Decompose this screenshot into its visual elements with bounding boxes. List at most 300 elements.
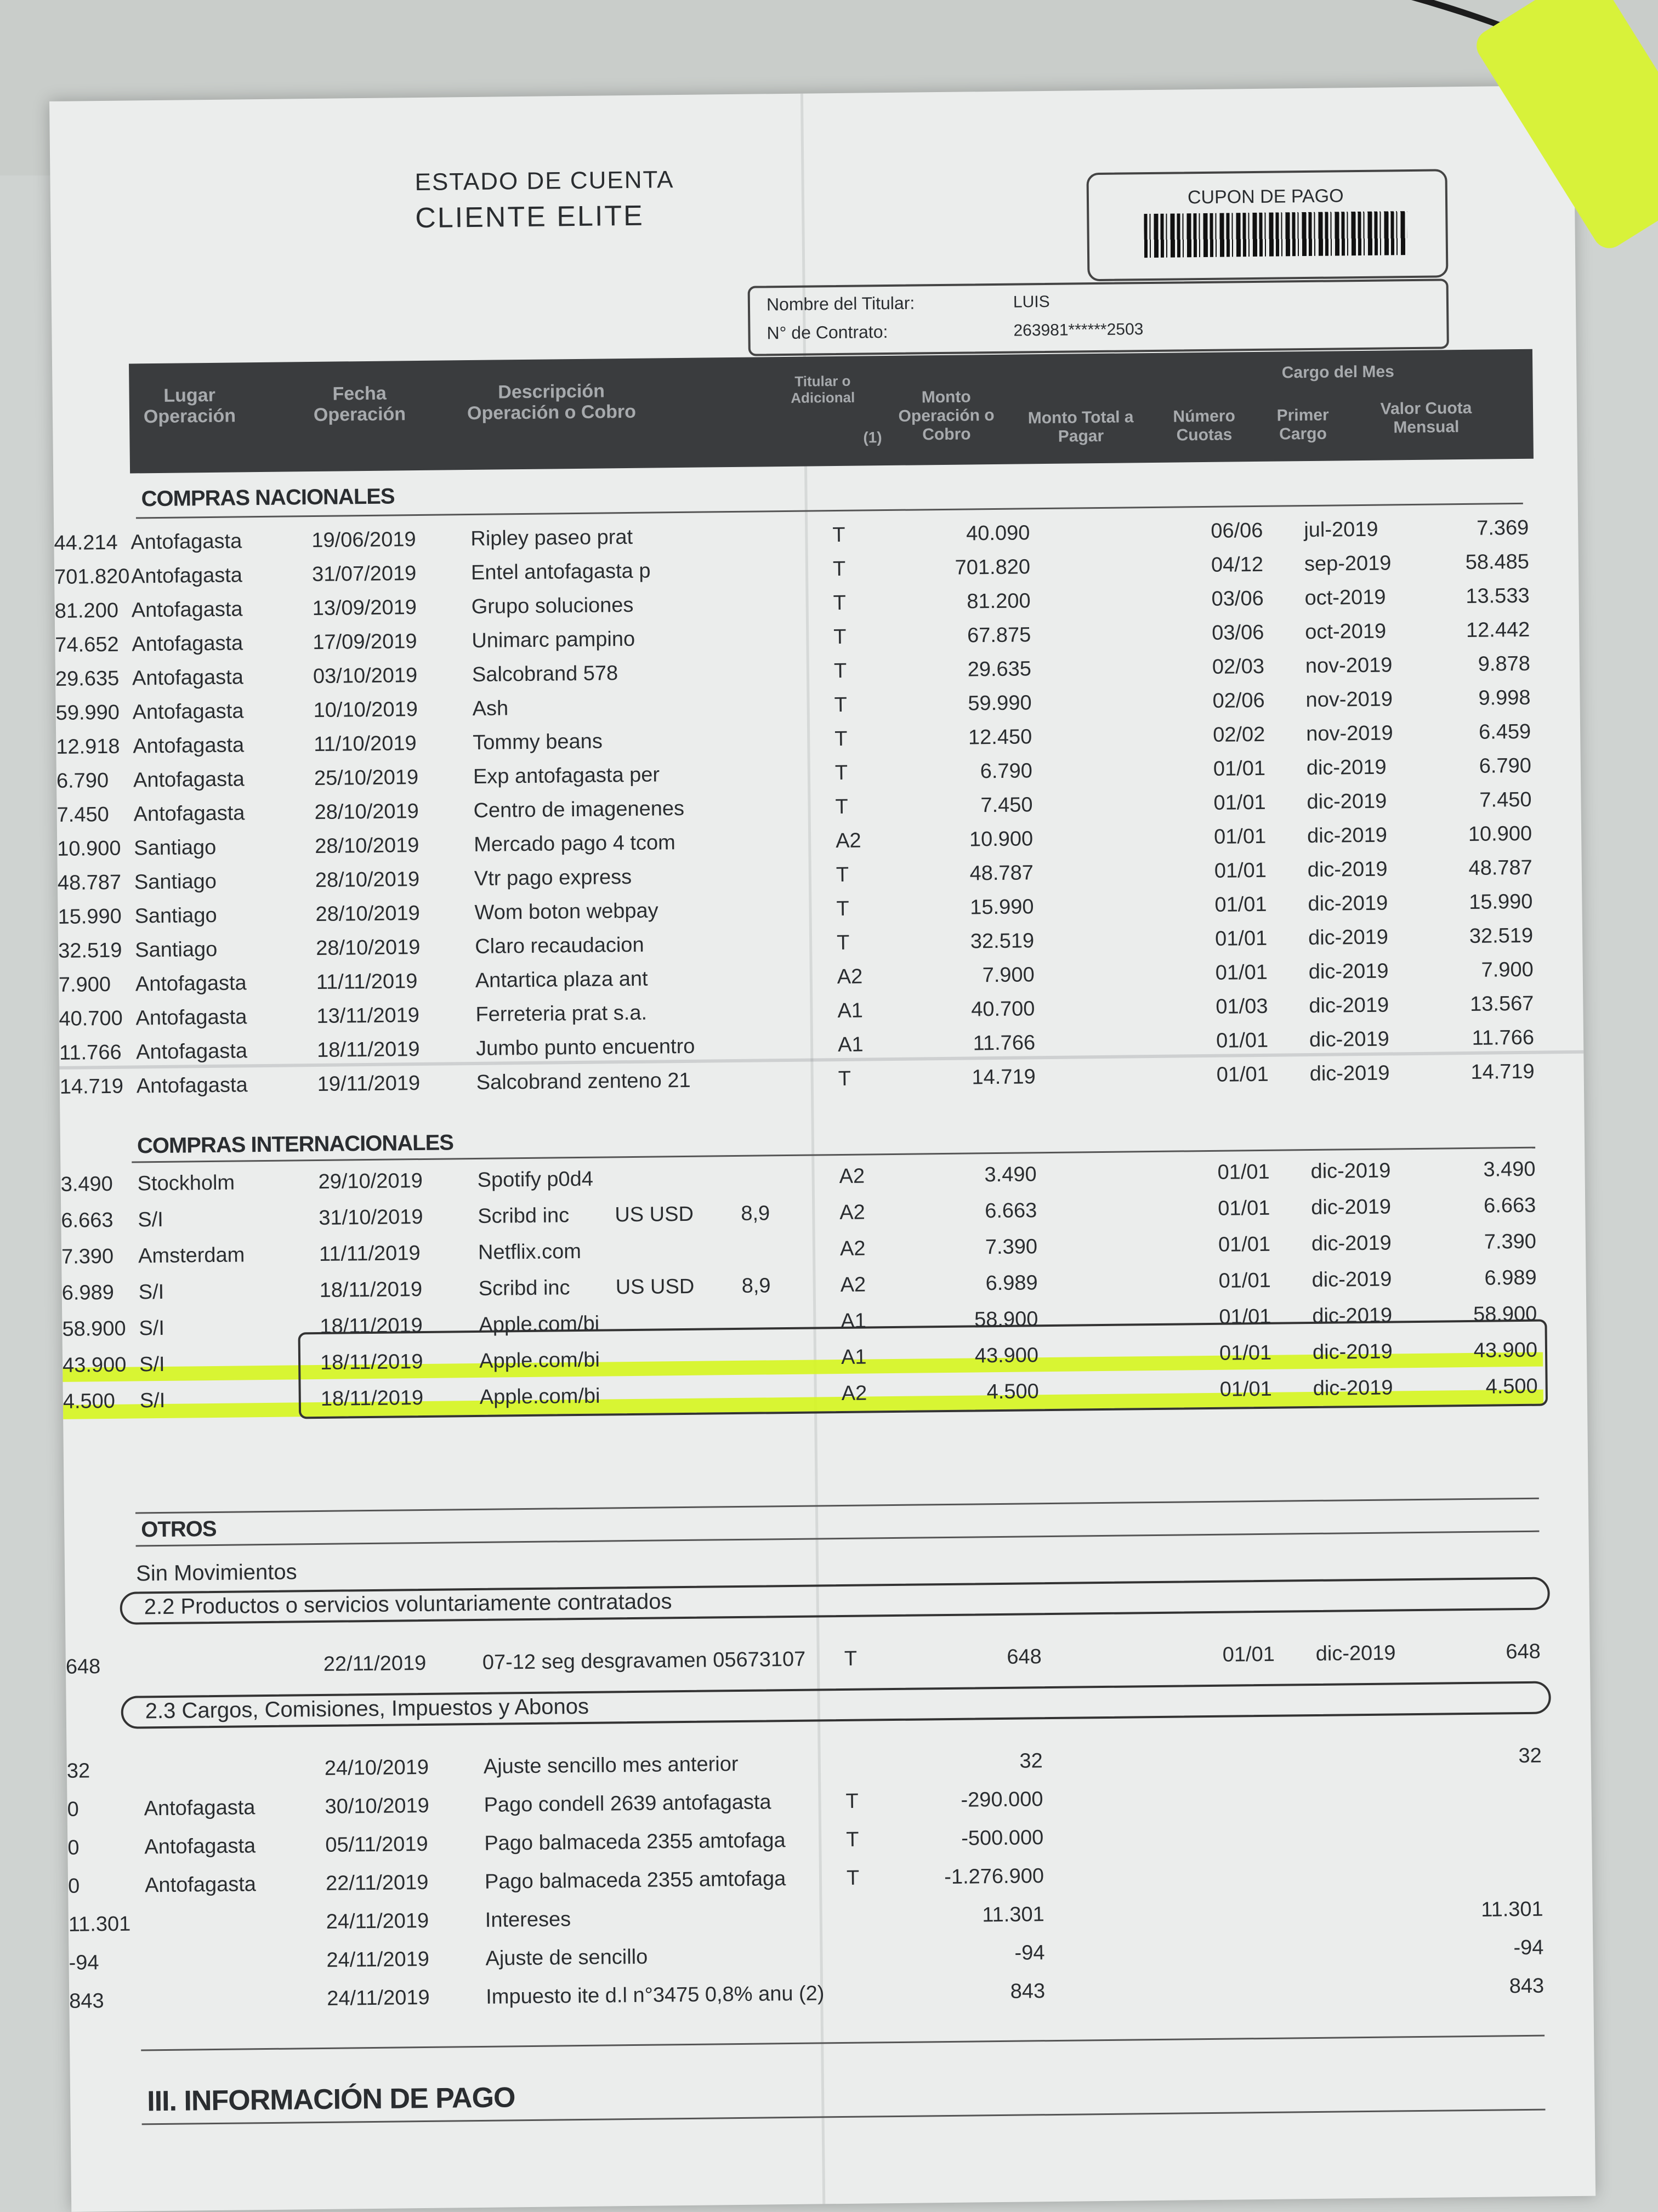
cell-num: 01/01 <box>1213 791 1266 815</box>
cell-op: 7.450 <box>980 793 1033 817</box>
cell-place: Antofagasta <box>133 767 245 792</box>
cell-num: 02/03 <box>1212 655 1265 679</box>
cell-desc: Pago balmaceda 2355 amtofaga <box>484 1867 786 1893</box>
cell-desc: Exp antofagasta per <box>473 763 660 788</box>
cell-desc: Ajuste sencillo mes anterior <box>483 1753 739 1778</box>
cell-first: oct-2019 <box>1305 619 1387 644</box>
cell-first: dic-2019 <box>1313 1376 1393 1400</box>
col-group: Cargo del Mes <box>1281 362 1394 382</box>
cell-val: 58.485 <box>1465 550 1530 574</box>
cell-val: 9.998 <box>1478 686 1531 710</box>
cell-val: 6.989 <box>1484 1266 1537 1290</box>
cell-total: 29.635 <box>55 667 120 691</box>
cell-op: 48.787 <box>969 861 1034 885</box>
cell-tit: T <box>835 795 848 819</box>
cell-first: dic-2019 <box>1312 1304 1393 1328</box>
cell-fx: 8,9 <box>741 1274 771 1298</box>
col-date: Fecha Operación <box>313 383 406 425</box>
cell-num: 01/01 <box>1213 824 1267 849</box>
cell-date: 13/09/2019 <box>312 596 417 621</box>
cell-first: nov-2019 <box>1305 721 1393 746</box>
cell-first: nov-2019 <box>1305 653 1393 678</box>
cell-date: 22/11/2019 <box>323 1651 427 1676</box>
cell-op: 40.090 <box>966 521 1030 545</box>
cell-val <box>1416 1783 1542 1784</box>
cell-first: dic-2019 <box>1308 959 1389 984</box>
cell-date: 19/11/2019 <box>317 1072 421 1096</box>
statement-sheet <box>49 86 1595 2212</box>
cell-total: 10.900 <box>57 837 121 861</box>
cell-desc: Jumbo punto encuentro <box>475 1034 695 1060</box>
cell-num: 01/01 <box>1214 892 1267 917</box>
cell-place: Antofagasta <box>136 1073 248 1098</box>
cell-tit: T <box>836 863 849 887</box>
cell-desc: Antartica plaza ant <box>475 967 648 992</box>
cell-first: dic-2019 <box>1309 993 1389 1018</box>
cell-desc: Apple.com/bi <box>479 1312 600 1337</box>
cell-desc: Centro de imagenenes <box>473 797 685 822</box>
cell-tit: T <box>834 693 848 717</box>
cell-date: 24/11/2019 <box>326 1947 430 1972</box>
cell-date: 19/06/2019 <box>311 528 416 553</box>
section-payment-info: III. INFORMACIÓN DE PAGO <box>146 2082 515 2118</box>
cell-date: 31/10/2019 <box>319 1205 423 1230</box>
col-monthly: Valor Cuota Mensual <box>1380 399 1472 437</box>
cell-desc: Salcobrand 578 <box>472 662 618 686</box>
holder-info <box>748 278 1449 356</box>
cell-tit: T <box>833 625 847 649</box>
cell-place: Antofagasta <box>132 700 244 724</box>
cell-total: 11.301 <box>68 1912 131 1936</box>
cell-place: S/I <box>138 1208 164 1232</box>
cell-tit: T <box>833 591 847 615</box>
cell-num: 03/06 <box>1211 587 1264 611</box>
cell-val: 843 <box>1509 1974 1545 1998</box>
table-header <box>129 349 1534 474</box>
cell-tit: T <box>834 727 848 751</box>
cell-date: 28/10/2019 <box>315 868 420 892</box>
cell-num: 01/01 <box>1218 1269 1271 1293</box>
cell-date: 31/07/2019 <box>311 562 417 587</box>
cell-place: Antofagasta <box>133 801 245 826</box>
cell-num: 01/01 <box>1213 757 1266 781</box>
cell-desc: Vtr pago express <box>474 865 632 890</box>
cell-total: 43.900 <box>62 1353 127 1377</box>
cell-desc: Unimarc pampino <box>472 627 635 652</box>
cell-tit: A2 <box>841 1381 867 1405</box>
section-international: COMPRAS INTERNACIONALES <box>137 1130 454 1158</box>
cell-first: oct-2019 <box>1304 585 1386 610</box>
cell-val: -94 <box>1513 1936 1544 1960</box>
cell-total: 48.787 <box>57 871 122 895</box>
cell-cur: US USD <box>615 1275 695 1299</box>
cell-date: 25/10/2019 <box>314 766 419 791</box>
cell-total: -94 <box>69 1951 99 1975</box>
cell-val: 6.663 <box>1483 1193 1536 1218</box>
cell-desc: 07-12 seg desgravamen 05673107 <box>482 1647 806 1674</box>
cell-val: 48.787 <box>1468 856 1533 880</box>
cell-op: 12.450 <box>968 725 1032 749</box>
col-desc: Descripción Operación o Cobro <box>467 380 637 424</box>
cell-val: 9.878 <box>1478 652 1531 676</box>
cell-desc: Spotify p0d4 <box>477 1167 594 1192</box>
cell-first: dic-2019 <box>1312 1340 1393 1364</box>
cell-val <box>1416 1821 1542 1822</box>
holder-name-label: Nombre del Titular: <box>766 293 915 315</box>
cell-date: 28/10/2019 <box>315 834 419 858</box>
cell-val: 12.442 <box>1466 618 1530 642</box>
cell-val: 43.900 <box>1473 1338 1538 1362</box>
cell-val: 32 <box>1518 1744 1542 1768</box>
cell-tit: A1 <box>837 1033 864 1057</box>
cell-tit: A1 <box>841 1309 867 1333</box>
cell-val: 11.766 <box>1472 1026 1535 1050</box>
cell-val: 32.519 <box>1469 924 1534 948</box>
cell-place: S/I <box>138 1280 164 1304</box>
cell-place: Antofagasta <box>132 632 243 656</box>
cell-desc: Scribd inc <box>478 1204 570 1228</box>
cell-op: 10.900 <box>969 827 1034 851</box>
section-charges: 2.3 Cargos, Comisiones, Impuestos y Abonos <box>145 1694 589 1724</box>
cell-num: 01/01 <box>1219 1377 1273 1401</box>
cell-val: 13.533 <box>1466 584 1530 608</box>
contract-value: 263981******2503 <box>1013 320 1144 340</box>
cell-op: 6.790 <box>980 759 1033 783</box>
cell-num: 02/06 <box>1212 689 1265 713</box>
cell-first: dic-2019 <box>1306 755 1387 780</box>
cell-fx: 8,9 <box>741 1202 770 1225</box>
cell-total: 648 <box>65 1655 101 1679</box>
cell-date: 13/11/2019 <box>316 1004 420 1028</box>
cell-desc: Ajuste de sencillo <box>485 1945 648 1970</box>
coupon-title: CUPON DE PAGO <box>1187 185 1344 208</box>
cell-place: Antofagasta <box>135 1005 247 1030</box>
cell-place: Antofagasta <box>144 1796 255 1821</box>
cell-val: 14.719 <box>1470 1060 1535 1084</box>
cell-num: 01/03 <box>1216 994 1268 1019</box>
cell-val <box>1417 1860 1543 1861</box>
payment-coupon <box>1086 169 1448 281</box>
cell-tit: T <box>838 1067 851 1091</box>
cell-total: 6.790 <box>56 769 109 793</box>
cell-val: 7.450 <box>1479 788 1532 812</box>
cell-tit: A2 <box>839 1237 866 1261</box>
cell-num: 04/12 <box>1211 553 1264 577</box>
col-first: Primer Cargo <box>1276 406 1329 443</box>
col-total: Monto Total a Pagar <box>1027 408 1134 446</box>
cell-op: -290.000 <box>961 1788 1043 1812</box>
cell-cur: US USD <box>615 1202 694 1227</box>
cell-op: -94 <box>1014 1941 1045 1965</box>
cell-tit: T <box>846 1866 860 1890</box>
holder-name-value: LUIS <box>1013 292 1050 311</box>
cell-num: 01/01 <box>1215 960 1268 985</box>
cell-first: dic-2019 <box>1308 925 1389 950</box>
cell-date: 22/11/2019 <box>325 1870 429 1895</box>
cell-num: 01/01 <box>1214 926 1268 951</box>
cell-date: 10/10/2019 <box>313 698 418 723</box>
cell-op: 59.990 <box>968 691 1032 715</box>
cell-place: Santiago <box>134 835 217 860</box>
cell-total: 7.450 <box>56 803 109 827</box>
cell-op: 6.989 <box>985 1271 1038 1295</box>
cell-total: 4.500 <box>63 1389 116 1413</box>
cell-num: 01/01 <box>1218 1196 1270 1220</box>
col-op-amount: Monto Operación o Cobro <box>898 388 995 444</box>
cell-desc: Tommy beans <box>473 730 603 754</box>
cell-total: 40.700 <box>59 1007 123 1031</box>
cell-val: 648 <box>1506 1640 1541 1664</box>
cell-val: 13.567 <box>1469 992 1534 1016</box>
section-national: COMPRAS NACIONALES <box>141 484 395 511</box>
cell-op: 40.700 <box>970 997 1035 1021</box>
cell-first: dic-2019 <box>1309 1061 1390 1086</box>
cell-num: 03/06 <box>1212 621 1264 645</box>
cell-op: 43.900 <box>974 1344 1039 1368</box>
cell-op: 11.301 <box>982 1903 1044 1927</box>
charges-bar <box>121 1681 1551 1728</box>
cell-val: 7.390 <box>1484 1230 1537 1254</box>
cell-total: 0 <box>67 1798 79 1821</box>
cell-desc: Wom boton webpay <box>474 899 658 924</box>
cell-first: dic-2019 <box>1307 823 1388 848</box>
contract-label: N° de Contrato: <box>766 322 888 343</box>
cell-place: Antofagasta <box>135 971 247 996</box>
cell-tit: A2 <box>839 1164 865 1189</box>
cell-first: nov-2019 <box>1305 687 1393 712</box>
cell-tit: T <box>834 761 848 785</box>
cell-desc: Entel antofagasta p <box>470 559 651 584</box>
cell-tit: A2 <box>840 1273 866 1297</box>
cell-place: Antofagasta <box>130 564 243 588</box>
cell-num: 06/06 <box>1211 519 1263 543</box>
cell-op: 32 <box>1019 1749 1043 1773</box>
cell-op: 32.519 <box>970 929 1035 953</box>
cell-first: sep-2019 <box>1304 551 1392 576</box>
cell-op: 648 <box>1007 1645 1042 1669</box>
cell-desc: Mercado pago 4 tcom <box>474 831 675 856</box>
cell-desc: Apple.com/bi <box>479 1348 600 1373</box>
cell-date: 05/11/2019 <box>325 1832 428 1857</box>
cell-desc: Claro recaudacion <box>474 933 644 958</box>
cell-date: 18/11/2019 <box>320 1350 423 1374</box>
cell-total: 7.390 <box>61 1244 114 1269</box>
cell-total: 32.519 <box>58 939 122 963</box>
cell-place: Antofagasta <box>144 1834 256 1859</box>
cell-op: -1.276.900 <box>944 1864 1044 1889</box>
cell-op: 7.390 <box>985 1235 1038 1259</box>
cell-total: 15.990 <box>58 905 122 929</box>
cell-total: 12.918 <box>56 735 120 759</box>
cell-total: 81.200 <box>54 599 119 623</box>
cell-num: 01/01 <box>1217 1160 1270 1184</box>
cell-total: 7.900 <box>58 973 111 997</box>
cell-num: 01/01 <box>1216 1028 1269 1053</box>
cell-total: 59.990 <box>55 701 120 725</box>
cell-first: dic-2019 <box>1308 891 1388 916</box>
cell-desc: Ripley paseo prat <box>470 525 633 550</box>
cell-op: -500.000 <box>961 1826 1044 1850</box>
cell-desc: Salcobrand zenteno 21 <box>476 1068 691 1094</box>
cell-tit: A2 <box>835 829 861 853</box>
cell-place: S/I <box>139 1389 166 1413</box>
cell-op: 7.900 <box>982 963 1035 987</box>
cell-total: 74.652 <box>55 633 119 657</box>
cell-date: 17/09/2019 <box>313 630 417 655</box>
cell-desc: Intereses <box>485 1908 571 1932</box>
cell-date: 24/11/2019 <box>326 1909 429 1934</box>
cell-place: S/I <box>139 1316 165 1340</box>
cell-date: 28/10/2019 <box>315 902 420 926</box>
cell-total: 44.214 <box>54 531 118 555</box>
cell-tit: T <box>833 659 847 683</box>
cell-place: Santiago <box>134 903 217 928</box>
cell-total: 0 <box>67 1836 80 1860</box>
cell-place: S/I <box>139 1352 165 1377</box>
col-holder: Titular o Adicional <box>791 372 855 406</box>
cell-place: Antofagasta <box>144 1873 257 1897</box>
cell-op: 6.663 <box>984 1199 1037 1223</box>
cell-val: 10.900 <box>1468 822 1532 846</box>
cell-date: 28/10/2019 <box>315 936 421 960</box>
cell-tit: T <box>846 1828 859 1851</box>
cell-desc: Impuesto ite d.l n°3475 0,8% anu (2) <box>486 1982 825 2009</box>
cell-op: 701.820 <box>955 555 1031 579</box>
cell-op: 81.200 <box>967 589 1031 613</box>
cell-place: Antofagasta <box>132 666 244 690</box>
cell-num: 01/01 <box>1218 1232 1271 1256</box>
cell-tit: A2 <box>837 965 863 989</box>
barcode-icon <box>1144 211 1407 258</box>
cell-tit: T <box>845 1789 859 1813</box>
voluntary-bar <box>120 1577 1549 1624</box>
cell-date: 18/11/2019 <box>320 1386 424 1411</box>
cell-total: 11.766 <box>59 1040 122 1065</box>
cell-total: 701.820 <box>54 565 130 589</box>
divider <box>141 2035 1545 2051</box>
cell-val: 7.900 <box>1481 958 1534 982</box>
cell-num: 01/01 <box>1219 1305 1271 1329</box>
cell-date: 18/11/2019 <box>319 1277 423 1302</box>
cell-op: 67.875 <box>967 623 1031 647</box>
cell-num: 01/01 <box>1214 858 1267 883</box>
section-others: OTROS <box>141 1516 217 1542</box>
cell-tit: T <box>832 557 846 581</box>
cell-desc: Netflix.com <box>478 1239 582 1264</box>
cell-place: Amsterdam <box>138 1243 245 1268</box>
cell-place: Antofagasta <box>130 530 242 554</box>
cell-place: Antofagasta <box>133 733 245 758</box>
cell-date: 18/11/2019 <box>320 1313 423 1338</box>
cell-op: 14.719 <box>972 1065 1036 1089</box>
cell-first: dic-2019 <box>1307 857 1388 882</box>
others-empty: Sin Movimientos <box>135 1560 297 1586</box>
cell-total: 14.719 <box>59 1074 124 1099</box>
divider <box>135 1498 1539 1514</box>
cell-op: 58.900 <box>974 1307 1038 1332</box>
cell-total: 58.900 <box>62 1317 126 1341</box>
cell-desc: Pago balmaceda 2355 amtofaga <box>484 1829 786 1855</box>
col-place: Lugar Operación <box>143 384 236 428</box>
cell-total: 6.663 <box>61 1208 113 1232</box>
cell-date: 30/10/2019 <box>325 1794 430 1818</box>
cell-date: 28/10/2019 <box>314 800 419 824</box>
cell-op: 4.500 <box>986 1380 1039 1404</box>
cell-num: 02/02 <box>1213 723 1265 747</box>
cell-op: 11.766 <box>973 1031 1036 1055</box>
cell-date: 11/11/2019 <box>316 970 418 994</box>
cell-date: 24/11/2019 <box>327 1986 430 2010</box>
cell-val: 6.790 <box>1479 754 1532 778</box>
cell-first: dic-2019 <box>1307 789 1387 814</box>
cell-total: 0 <box>67 1874 80 1898</box>
cell-val: 6.459 <box>1478 720 1531 744</box>
cell-first: dic-2019 <box>1310 1159 1391 1184</box>
cell-place: Santiago <box>135 937 218 962</box>
cell-first: dic-2019 <box>1309 1027 1390 1052</box>
cell-tit: A2 <box>839 1201 866 1225</box>
cell-tit: T <box>836 931 850 955</box>
cell-val: 7.369 <box>1476 516 1529 540</box>
cell-tit: T <box>836 897 849 921</box>
col-installments: Número Cuotas <box>1173 407 1235 445</box>
cell-first: dic-2019 <box>1311 1195 1392 1220</box>
cell-desc: Ash <box>472 697 509 720</box>
cell-date: 03/10/2019 <box>313 664 418 689</box>
cell-op: 29.635 <box>967 657 1032 681</box>
cell-first: dic-2019 <box>1311 1231 1392 1256</box>
cell-val: 4.500 <box>1485 1374 1538 1398</box>
cell-num: 01/01 <box>1216 1062 1269 1087</box>
cell-place: Antofagasta <box>135 1039 248 1064</box>
cell-date: 24/10/2019 <box>324 1755 429 1780</box>
divider <box>136 1531 1540 1547</box>
cell-date: 29/10/2019 <box>318 1169 423 1193</box>
statement-title: ESTADO DE CUENTA <box>414 166 674 196</box>
cell-op: 15.990 <box>970 895 1034 919</box>
cell-total: 6.989 <box>61 1281 115 1305</box>
statement-subtitle: CLIENTE ELITE <box>414 200 645 235</box>
cell-val: 58.900 <box>1473 1302 1537 1326</box>
cell-place: Stockholm <box>137 1171 235 1196</box>
section-voluntary: 2.2 Productos o servicios voluntariamente contratados <box>144 1589 672 1619</box>
cell-desc: Scribd inc <box>478 1276 570 1300</box>
cell-date: 11/11/2019 <box>319 1242 421 1266</box>
cell-num: 01/01 <box>1222 1642 1275 1667</box>
cell-place: Santiago <box>134 869 217 894</box>
cell-op: 3.490 <box>984 1163 1037 1187</box>
col-note: (1) <box>863 429 882 446</box>
cell-place: Antofagasta <box>131 598 243 622</box>
cell-op: 843 <box>1010 1980 1046 2003</box>
cell-first: jul-2019 <box>1304 518 1378 542</box>
cell-tit: T <box>832 523 845 547</box>
cell-tit: T <box>844 1647 858 1670</box>
cell-total: 843 <box>69 1989 104 2013</box>
cell-desc: Pago condell 2639 antofagasta <box>484 1790 771 1817</box>
cell-desc: Ferreteria prat s.a. <box>475 1001 648 1026</box>
cell-date: 18/11/2019 <box>316 1038 420 1062</box>
cell-first: dic-2019 <box>1315 1641 1396 1665</box>
cell-total: 32 <box>66 1759 90 1783</box>
cell-tit: A1 <box>837 999 864 1023</box>
cell-desc: Apple.com/bi <box>479 1384 600 1409</box>
cell-total: 3.490 <box>60 1172 113 1196</box>
cell-val: 11.301 <box>1481 1897 1543 1921</box>
cell-num: 01/01 <box>1219 1341 1272 1365</box>
cell-date: 11/10/2019 <box>314 732 417 757</box>
cell-val: 15.990 <box>1468 890 1533 914</box>
